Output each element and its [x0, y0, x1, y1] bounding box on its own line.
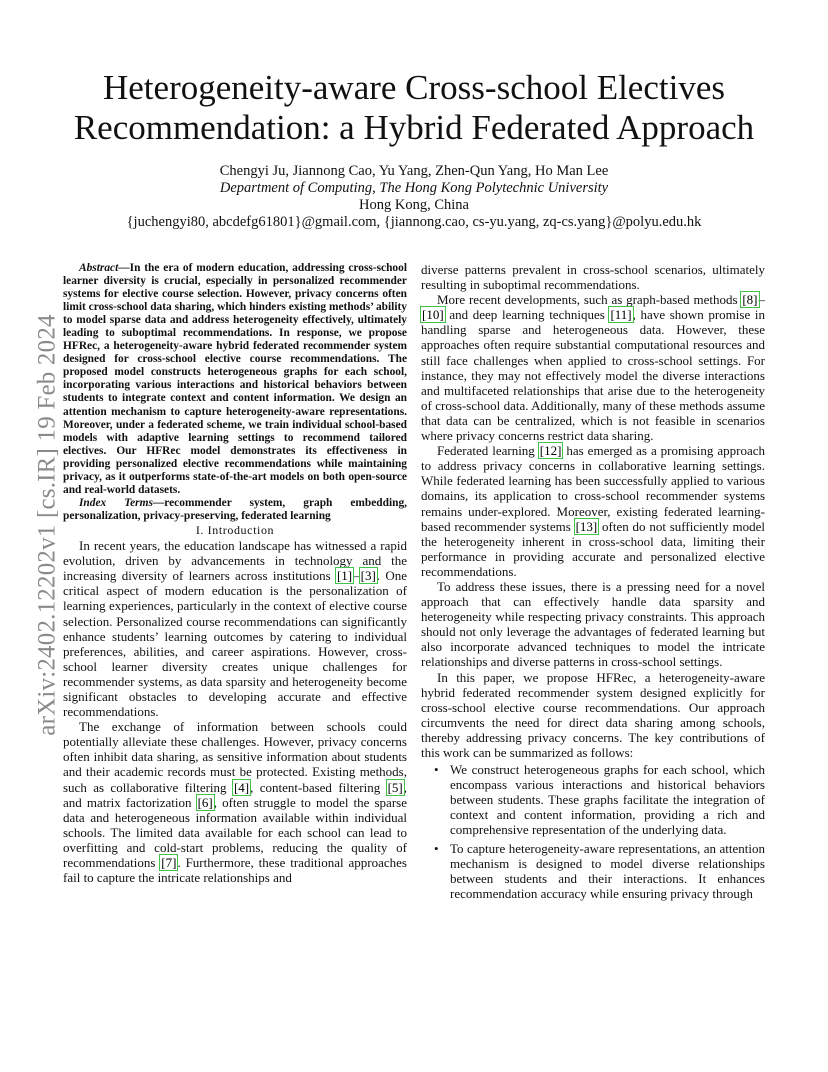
affiliation-separator: ,: [372, 180, 380, 196]
contributions-list: [421, 762, 765, 901]
index-terms-text: —recommender system, graph embedding, personalization, privacy-preserving, federated learning: [63, 496, 407, 522]
author-emails: {juchengyi80, abcdefg61801}@gmail.com, {jiannong.cao, cs-yu.yang, zq-cs.yang}@polyu.edu.hk: [126, 214, 702, 230]
bullet-icon: •: [434, 840, 439, 856]
list-item-text: We construct heterogeneous graphs for each school, which encompass various interactions and historical behaviors between students. These graphs facilitate the integration of context and content information, providing a rich and comprehensive representation of the underlying data.: [450, 762, 765, 838]
citation-link[interactable]: [5]: [387, 779, 403, 795]
paragraph-text: In recent years, the education landscape has witnessed a rapid evolution, driven by advancements in technology and the increasing diversity of learners across institutions: [63, 538, 407, 584]
index-terms: [63, 497, 407, 523]
section-heading-introduction: I. Introduction: [195, 522, 275, 537]
arxiv-identifier: arXiv:2402.12202v1 [cs.IR] 19 Feb 2024: [34, 314, 62, 736]
citation-range-dash: –: [353, 568, 360, 584]
intro-paragraph-1: [63, 538, 407, 719]
intro-paragraph-6: To address these issues, there is a pressing need for a novel approach that can effectively handle data sparsity and heterogeneity while respecting privacy constraints. This approach should not only leverage the advantages of federated learning but also incorporate advanced techniques to model the intricate relationships and diverse patterns in cross-school settings.: [421, 578, 765, 670]
arxiv-sidebar-stamp: [36, 295, 60, 755]
title-line-1: Heterogeneity-aware Cross-school Electives: [103, 68, 725, 107]
paragraph-text: has emerged as a promising approach to address privacy concerns in collaborative learning settings. While federated learning has been successfully applied to various domains, its application to cross-school recommender systems remains under-explored. Moreover, existing federated learning-based recommender systems: [421, 443, 765, 534]
citation-link[interactable]: [4]: [233, 779, 250, 795]
bullet-icon: •: [434, 762, 439, 778]
paragraph-text: , and matrix factorization: [63, 779, 408, 810]
list-item: [434, 840, 765, 901]
citation-link[interactable]: [1]: [336, 568, 353, 584]
affiliation-department: Department of Computing: [219, 180, 373, 196]
intro-paragraph-2: [63, 719, 407, 885]
affiliation-university: The Hong Kong Polytechnic University: [379, 180, 609, 196]
intro-paragraph-4: [421, 292, 765, 443]
citation-link[interactable]: [12]: [539, 443, 562, 459]
paragraph-text: The exchange of information between schools could potentially alleviate these challenges. However, privacy concerns often inhibit data sharing, as sensitive information about students and their academic records must be protected. Existing methods, such as collaborative filtering: [63, 719, 407, 795]
citation-link[interactable]: [3]: [360, 568, 376, 584]
paragraph-text: often do not sufficiently model the heterogeneity inherent in cross-school data, limiting their performance in providing accurate and personalized elective recommendations.: [421, 518, 765, 579]
paragraph-text: More recent developments, such as graph-based methods: [437, 292, 742, 308]
intro-paragraph-5: [421, 443, 765, 579]
intro-paragraph-3-continued: diverse patterns prevalent in cross-school scenarios, ultimately resulting in suboptimal recommendations.: [421, 262, 765, 293]
left-column: [63, 262, 407, 885]
citation-link[interactable]: [6]: [197, 794, 213, 810]
paper-title: [60, 68, 768, 148]
paragraph-text: and deep learning techniques: [444, 307, 610, 323]
abstract: [63, 262, 407, 497]
title-line-2: Recommendation: a Hybrid Federated Approach: [73, 108, 755, 147]
affiliation: [60, 180, 768, 197]
intro-paragraph-7: In this paper, we propose HFRec, a heterogeneity-aware hybrid federated recommender system designed explicitly for cross-school elective course recommendations. Our approach circumvents the need for direct data sharing among schools, thereby addressing privacy concerns. The key contributions of this work can be summarized as follows:: [421, 669, 765, 760]
paragraph-text: , often struggle to model the sparse data and heterogeneous information available within individual schools. The limited data available for each school can lead to overfitting and cold-start problems, reducing the quality of recommendations: [63, 794, 407, 870]
abstract-label: Abstract: [79, 262, 119, 274]
right-column: [421, 262, 765, 904]
list-item: [434, 762, 765, 838]
citation-link[interactable]: [7]: [161, 855, 177, 870]
citation-range-dash: –: [758, 292, 765, 308]
author-location: Hong Kong, China: [359, 197, 469, 213]
paragraph-text: . Furthermore, these traditional approaches fail to capture the intricate relationships and: [63, 855, 407, 886]
paragraph-text: , have shown promise in handling sparse and heterogeneous data. However, these approaches often require substantial computational resources and still face challenges when applied to cross-school settings. For instance, they may not effectively model the diverse interactions and multifaceted relationships that arise due to the heterogeneity of cross-school data. Additionally, many of these methods assume that data can be centralized, which is not feasible in scenarios where privacy concerns restrict data sharing.: [421, 307, 765, 444]
citation-link[interactable]: [11]: [610, 307, 632, 323]
citation-link[interactable]: [8]: [742, 292, 758, 308]
index-terms-label: Index Terms: [79, 496, 153, 509]
paragraph-text: . One critical aspect of modern education is the personalization of learning experiences, particularly in the context of elective course selection. Personalized course recommendations can significantly enhance students’ learning outcomes by catering to individual preferences, abilities, and career aspirations. However, cross-school learner diversity creates unique challenges for recommender systems, as data sparsity and heterogeneity become significant obstacles to developing accurate and effective recommendations.: [63, 568, 407, 720]
paragraph-text: Federated learning: [437, 443, 539, 459]
abstract-text: —In the era of modern education, addressing cross-school learner diversity is crucial, especially in personalized recommender systems for elective course selection. However, privacy concerns often limit cross-school data sharing, which hinders existing methods’ ability to model sparse data and address heterogeneity effectively, ultimately leading to suboptimal recommendations. In response, we propose HFRec, a heterogeneity-aware hybrid federated recommender system designed for cross-school elective course recommendations. The proposed model constructs heterogeneous graphs for each school, incorporating various interactions and historical behaviors between students to integrate context and content information. We design an attention mechanism to capture heterogeneity-aware representations. Moreover, under a federated scheme, we train individual school-based models with adaptive learning settings to recommend tailored electives. Our HFRec model demonstrates its effectiveness in providing personalized elective recommendations while maintaining privacy, as it outperforms state-of-the-art models on both open-source and real-world datasets.: [63, 262, 407, 496]
list-item-text: To capture heterogeneity-aware representations, an attention mechanism is designed to model diverse relationships between students and their interactions. It enhances recommendation accuracy while ensuring privacy through: [450, 840, 765, 901]
author-block: [60, 163, 768, 231]
citation-link[interactable]: [10]: [422, 307, 444, 323]
citation-link[interactable]: [13]: [575, 518, 598, 534]
paragraph-text: , content-based filtering: [250, 779, 387, 795]
author-names: Chengyi Ju, Jiannong Cao, Yu Yang, Zhen-Qun Yang, Ho Man Lee: [219, 163, 609, 179]
